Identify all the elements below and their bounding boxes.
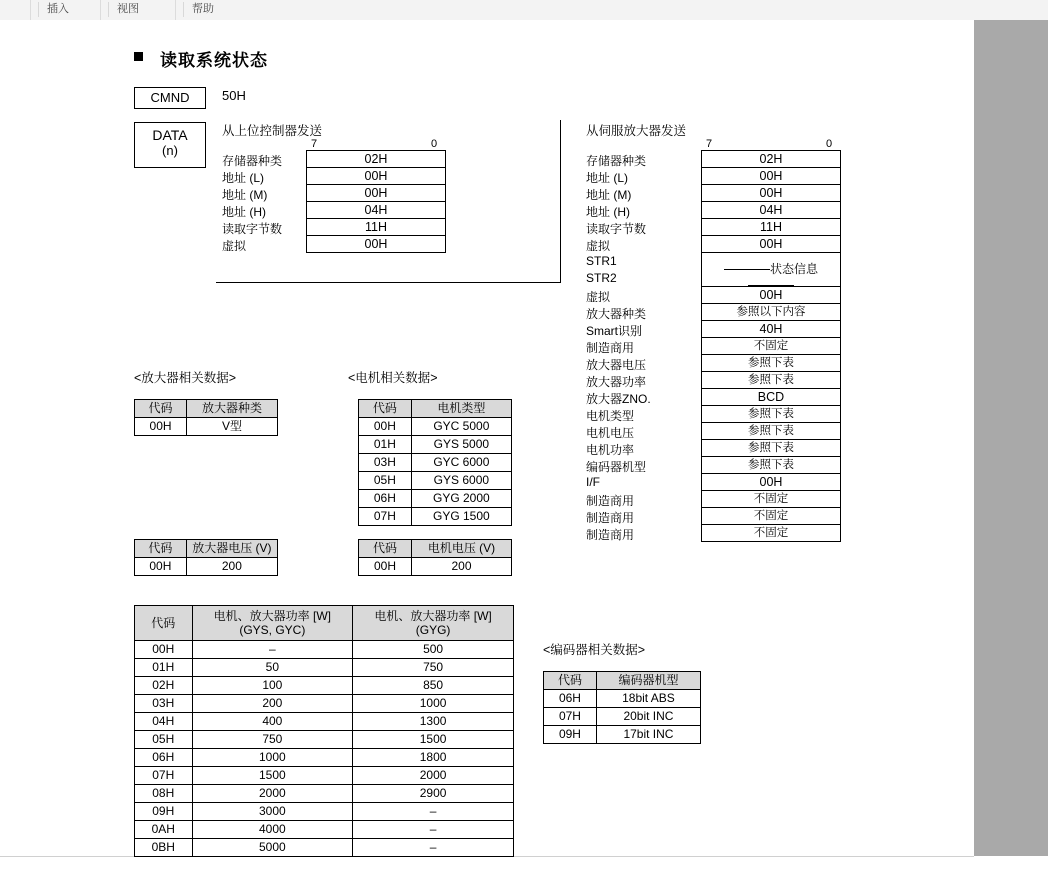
cell-motor-type: GYC 6000 (411, 454, 511, 472)
left-row-value: 00H (306, 184, 446, 202)
cell-encoder-type: 17bit INC (596, 726, 700, 744)
amp-voltage-table (134, 539, 278, 576)
cell-power-gys-gyc: 4000 (192, 821, 353, 839)
right-row-value: 不固定 (701, 507, 841, 525)
cell-code: 09H (544, 726, 597, 744)
table-row (135, 785, 514, 803)
col-header-amp-voltage: 放大器电压 (V) (186, 540, 277, 558)
cell-motor-type: GYS 5000 (411, 436, 511, 454)
right-row-value: 参照下表 (701, 371, 841, 389)
data-key-line1: DATA (152, 127, 188, 143)
right-row-label: 地址 (M) (586, 188, 632, 202)
left-bit-high-label: 7 (311, 138, 318, 150)
right-row-value: 参照下表 (701, 456, 841, 474)
cmnd-key: CMND (134, 87, 206, 109)
col-header-encoder-type: 编码器机型 (596, 672, 700, 690)
cell-power-gyg: 2900 (353, 785, 514, 803)
cell-code: 07H (135, 767, 193, 785)
cell-power-gyg: – (353, 821, 514, 839)
col-header-code: 代码 (135, 606, 193, 641)
right-row-value: BCD (701, 388, 841, 406)
table-row (135, 749, 514, 767)
right-row-label: 虚拟 (586, 239, 611, 253)
cell-code: 08H (135, 785, 193, 803)
cell-code: 00H (135, 558, 187, 576)
cell-power-gyg: 750 (353, 659, 514, 677)
table-header-row (544, 672, 701, 690)
table-row (359, 454, 512, 472)
left-row-value: 00H (306, 235, 446, 253)
right-row-label: 放大器ZNO. (586, 392, 651, 406)
table-header-row (135, 606, 514, 641)
cell-code: 06H (135, 749, 193, 767)
table-row (359, 472, 512, 490)
table-header-row (135, 540, 278, 558)
right-row-label: 存储器种类 (586, 154, 647, 168)
right-row-label: Smart识别 (586, 324, 643, 338)
cell-encoder-type: 20bit INC (596, 708, 700, 726)
table-header-row (359, 400, 512, 418)
right-row-label: 编码器机型 (586, 460, 647, 474)
toolbar-divider (175, 0, 176, 20)
cell-power-gyg: 1000 (353, 695, 514, 713)
page-title: 读取系统状态 (160, 51, 268, 70)
table-row (359, 490, 512, 508)
right-row-label: 制造商用 (586, 341, 635, 355)
left-row-value: 04H (306, 201, 446, 219)
right-row-value: 不固定 (701, 524, 841, 542)
cell-power-gys-gyc: 750 (192, 731, 353, 749)
power-header-line2: (GYG) (415, 623, 451, 637)
right-row-value: 00H (701, 235, 841, 253)
amp-data-caption: <放大器相关数据> (134, 371, 237, 385)
cell-amp-voltage: 200 (186, 558, 277, 576)
cell-code: 06H (544, 690, 597, 708)
right-row-value: 不固定 (701, 337, 841, 355)
right-row-value: 00H (701, 473, 841, 491)
cell-code: 01H (135, 659, 193, 677)
cell-code: 06H (359, 490, 412, 508)
table-row (135, 767, 514, 785)
right-row-label: I/F (586, 475, 600, 489)
table-row (135, 641, 514, 659)
table-row (135, 418, 278, 436)
table-row (135, 731, 514, 749)
data-key-line2: (n) (162, 143, 178, 158)
table-row (359, 508, 512, 526)
right-row-value: 参照下表 (701, 354, 841, 372)
toolbar-item-view[interactable]: 视图 (108, 2, 173, 17)
cell-code: 00H (135, 641, 193, 659)
right-row-label: 制造商用 (586, 494, 635, 508)
right-row-label: 制造商用 (586, 528, 635, 542)
left-row-label: 读取字节数 (222, 222, 283, 236)
cmnd-value: 50H (222, 88, 246, 103)
col-header-motor-voltage: 电机电压 (V) (411, 540, 511, 558)
right-row-label: 电机功率 (586, 443, 635, 457)
right-row-value: 04H (701, 201, 841, 219)
left-row-value: 11H (306, 218, 446, 236)
table-row (135, 713, 514, 731)
cell-motor-type: GYG 1500 (411, 508, 511, 526)
table-row (135, 839, 514, 857)
col-header-code: 代码 (135, 400, 187, 418)
left-block-title: 从上位控制器发送 (222, 124, 323, 138)
left-bit-low-label: 0 (431, 138, 438, 150)
col-header-motor-type: 电机类型 (411, 400, 511, 418)
cell-power-gyg: – (353, 839, 514, 857)
motor-kind-table (358, 399, 512, 526)
cell-power-gys-gyc: 400 (192, 713, 353, 731)
right-row-label: 地址 (H) (586, 205, 630, 219)
col-header-power-gys-gyc (192, 606, 353, 641)
data-key-box (134, 122, 206, 168)
table-header-row (359, 540, 512, 558)
page-gutter (974, 20, 1048, 856)
document-page (0, 20, 974, 857)
col-header-amp-kind: 放大器种类 (187, 400, 278, 418)
cell-motor-voltage: 200 (411, 558, 511, 576)
table-row (135, 677, 514, 695)
table-row (544, 690, 701, 708)
table-row (544, 708, 701, 726)
cell-code: 05H (359, 472, 412, 490)
right-row-value: 不固定 (701, 490, 841, 508)
motor-voltage-table (358, 539, 512, 576)
top-toolbar (0, 0, 1048, 21)
cell-power-gyg: 850 (353, 677, 514, 695)
col-header-code: 代码 (135, 540, 187, 558)
right-row-label: 放大器功率 (586, 375, 647, 389)
cell-code: 03H (359, 454, 412, 472)
table-row (135, 695, 514, 713)
power-header-line2: (GYS, GYC) (239, 623, 306, 637)
left-row-label: 存储器种类 (222, 154, 283, 168)
right-row-label: STR2 (586, 271, 617, 285)
cell-power-gyg: – (353, 803, 514, 821)
right-block-title: 从伺服放大器发送 (586, 124, 687, 138)
power-header-line1: 电机、放大器功率 [W] (374, 609, 492, 623)
right-bit-high-label: 7 (706, 138, 713, 150)
table-header-row (135, 400, 278, 418)
power-header-line1: 电机、放大器功率 [W] (213, 609, 332, 623)
cell-code: 04H (135, 713, 193, 731)
cell-power-gys-gyc: 100 (192, 677, 353, 695)
left-row-value: 02H (306, 150, 446, 168)
right-row-value: 02H (701, 150, 841, 168)
right-row-value: 00H (701, 286, 841, 304)
cell-motor-type: GYS 6000 (411, 472, 511, 490)
col-header-code: 代码 (359, 540, 412, 558)
right-row-label: 读取字节数 (586, 222, 647, 236)
right-row-value: 参照下表 (701, 439, 841, 457)
cell-amp-kind: V型 (187, 418, 278, 436)
right-row-value: 参照下表 (701, 405, 841, 423)
toolbar-divider (30, 0, 31, 20)
toolbar-item-help[interactable]: 帮助 (183, 2, 248, 17)
cell-power-gys-gyc: 5000 (192, 839, 353, 857)
left-row-label: 地址 (M) (222, 188, 268, 202)
cell-code: 03H (135, 695, 193, 713)
table-row (544, 726, 701, 744)
cell-code: 00H (135, 418, 187, 436)
left-row-label: 地址 (L) (222, 171, 265, 185)
right-row-label: 地址 (L) (586, 171, 629, 185)
page-bottom-strip (0, 856, 1048, 874)
cell-code: 01H (359, 436, 412, 454)
right-bit-low-label: 0 (826, 138, 833, 150)
right-row-value: 40H (701, 320, 841, 338)
right-row-label: 电机类型 (586, 409, 635, 423)
cell-code: 0AH (135, 821, 193, 839)
col-header-power-gyg (353, 606, 514, 641)
amp-kind-table (134, 399, 278, 436)
right-row-label: STR1 (586, 254, 617, 268)
table-row (135, 821, 514, 839)
left-row-value: 00H (306, 167, 446, 185)
power-table (134, 605, 514, 857)
cell-power-gys-gyc: 1000 (192, 749, 353, 767)
cell-code: 00H (359, 558, 412, 576)
right-row-label: 虚拟 (586, 290, 611, 304)
cell-motor-type: GYC 5000 (411, 418, 511, 436)
cell-code: 02H (135, 677, 193, 695)
right-row-value: 11H (701, 218, 841, 236)
status-dash-left (724, 269, 770, 270)
left-row-label: 地址 (H) (222, 205, 266, 219)
table-row (359, 558, 512, 576)
cell-power-gyg: 1500 (353, 731, 514, 749)
col-header-code: 代码 (359, 400, 412, 418)
right-row-label: 电机电压 (586, 426, 635, 440)
table-row (359, 418, 512, 436)
table-row (135, 558, 278, 576)
cell-code: 05H (135, 731, 193, 749)
cell-code: 09H (135, 803, 193, 821)
right-row-label: 制造商用 (586, 511, 635, 525)
cell-code: 07H (359, 508, 412, 526)
toolbar-item-insert[interactable]: 插入 (38, 2, 103, 17)
cell-power-gyg: 1300 (353, 713, 514, 731)
cell-power-gys-gyc: 3000 (192, 803, 353, 821)
table-row (359, 436, 512, 454)
table-row (135, 803, 514, 821)
cell-code: 0BH (135, 839, 193, 857)
right-row-value: 参照以下内容 (701, 303, 841, 321)
cell-code: 00H (359, 418, 412, 436)
status-info-text (702, 261, 840, 277)
col-header-code: 代码 (544, 672, 597, 690)
right-row-value: 00H (701, 184, 841, 202)
encoder-data-caption: <编码器相关数据> (543, 643, 646, 657)
left-row-label: 虚拟 (222, 239, 247, 253)
cell-power-gyg: 2000 (353, 767, 514, 785)
right-row-label: 放大器电压 (586, 358, 647, 372)
status-info-label: 状态信息 (769, 262, 818, 276)
cell-encoder-type: 18bit ABS (596, 690, 700, 708)
cell-power-gys-gyc: 1500 (192, 767, 353, 785)
section-bullet-icon (134, 52, 143, 61)
status-info-cell (701, 252, 841, 286)
cell-code: 07H (544, 708, 597, 726)
cell-power-gyg: 500 (353, 641, 514, 659)
motor-data-caption: <电机相关数据> (348, 371, 438, 385)
right-row-value: 00H (701, 167, 841, 185)
cell-power-gys-gyc: 2000 (192, 785, 353, 803)
cell-motor-type: GYG 2000 (411, 490, 511, 508)
right-row-label: 放大器种类 (586, 307, 647, 321)
cell-power-gys-gyc: – (192, 641, 353, 659)
encoder-table (543, 671, 701, 744)
right-row-value: 参照下表 (701, 422, 841, 440)
cell-power-gyg: 1800 (353, 749, 514, 767)
cell-power-gys-gyc: 200 (192, 695, 353, 713)
table-row (135, 659, 514, 677)
cell-power-gys-gyc: 50 (192, 659, 353, 677)
